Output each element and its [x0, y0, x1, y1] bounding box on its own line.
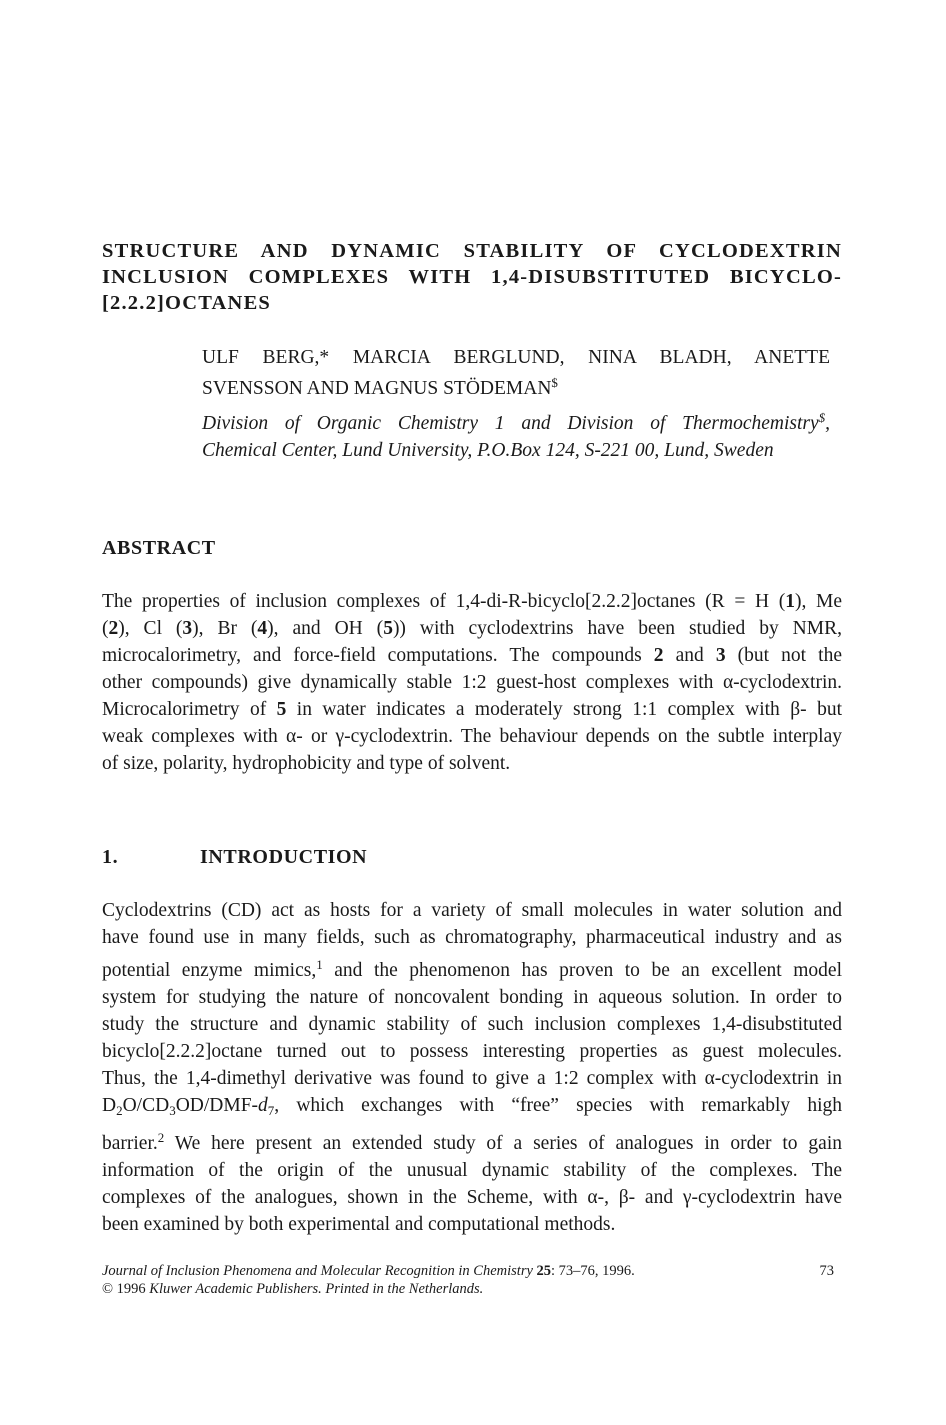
- intro-line-2: have found use in many fields, such as chromatography, pharmaceutical industry and as: [102, 927, 842, 948]
- abstract-line-3-e: (but not the: [725, 645, 843, 666]
- abstract-line-5-c: in water indicates a moderately strong 1:1 complex with β- but: [286, 699, 842, 720]
- introduction-paragraph: [102, 897, 842, 1238]
- intro-line-4: system for studying the nature of noncovalent bonding in aqueous solution. In order to: [102, 987, 842, 1008]
- intro-line-9-a: barrier.: [102, 1133, 158, 1154]
- reference-1: 1: [316, 957, 323, 972]
- intro-line-12: been examined by both experimental and computational methods.: [102, 1214, 616, 1235]
- intro-line-3: [102, 951, 842, 984]
- formula-sub-2: 2: [116, 1103, 123, 1118]
- abstract-heading: ABSTRACT: [102, 537, 216, 559]
- formula-sub-3: 3: [169, 1103, 176, 1118]
- affiliation: [202, 404, 830, 464]
- copyright-year: 1996: [113, 1281, 150, 1297]
- intro-line-3-b: and the phenomenon has proven to be an excellent model: [322, 960, 842, 981]
- paper-title: [102, 238, 842, 316]
- intro-line-3-a: potential enzyme mimics,: [102, 960, 317, 981]
- page-footer: [102, 1262, 842, 1298]
- compound-3-ref: 3: [715, 645, 726, 666]
- journal-citation: [102, 1262, 635, 1280]
- title-line-2: INCLUSION COMPLEXES WITH 1,4-DISUBSTITUTED BICYCLO-: [102, 266, 842, 288]
- intro-line-11: complexes of the analogues, shown in the Scheme, with α-, β- and γ-cyclodextrin have: [102, 1187, 842, 1208]
- introduction-heading: [102, 846, 367, 869]
- abstract-line-5: [102, 696, 842, 723]
- footer-copyright-row: [102, 1280, 842, 1298]
- section-title: INTRODUCTION: [200, 846, 368, 868]
- author-footnote-mark: $: [551, 375, 558, 390]
- abstract-line-5-a: Microcalorimetry of: [102, 699, 277, 720]
- formula-italic-d: d: [258, 1095, 268, 1116]
- page-number: 73: [819, 1263, 834, 1279]
- intro-line-8: [102, 1092, 842, 1124]
- formula-sub-7: 7: [267, 1103, 275, 1118]
- abstract-line-2: (2), Cl (3), Br (4), and OH (5)) with cyclodextrins have been studied by NMR,: [102, 618, 842, 639]
- abstract-line-7: of size, polarity, hydrophobicity and type of solvent.: [102, 753, 511, 774]
- authors-line-2-text: SVENSSON AND MAGNUS STÖDEMAN: [202, 378, 552, 399]
- intro-line-7: Thus, the 1,4-dimethyl derivative was found to give a 1:2 complex with α-cyclodextrin in: [102, 1068, 842, 1089]
- author-list: [202, 345, 830, 401]
- intro-line-10: information of the origin of the unusual dynamic stability of the complexes. The: [102, 1160, 842, 1181]
- affiliation-line-1: [202, 404, 830, 437]
- affiliation-line-1-text: Division of Organic Chemistry 1 and Division of Thermochemistry: [202, 413, 819, 434]
- reference-2: 2: [157, 1130, 165, 1145]
- abstract-line-3-c: and: [663, 645, 716, 666]
- intro-line-9-b: We here present an extended study of a series of analogues in order to gain: [164, 1133, 842, 1154]
- formula-d: D: [102, 1095, 117, 1116]
- intro-line-9: [102, 1124, 842, 1157]
- journal-volume: 25: [536, 1263, 552, 1279]
- abstract-line-6: weak complexes with α- or γ-cyclodextrin. The behaviour depends on the subtle interplay: [102, 726, 842, 747]
- intro-line-8-tail: , which exchanges with “free” species with remarkably high: [274, 1095, 842, 1116]
- title-line-1: STRUCTURE AND DYNAMIC STABILITY OF CYCLODEXTRIN: [102, 240, 842, 262]
- affiliation-comma: ,: [825, 413, 830, 434]
- footer-journal-row: [102, 1262, 842, 1280]
- section-number: 1.: [102, 846, 119, 868]
- abstract-line-1-text: The properties of inclusion complexes of 1,4-di-R-bicyclo[2.2.2]octanes (R = H (1), Me: [102, 591, 842, 612]
- title-line-3: [2.2.2]OCTANES: [102, 292, 272, 314]
- journal-pages-year: : 73–76, 1996.: [551, 1263, 635, 1279]
- affiliation-footnote-mark: $: [818, 410, 826, 425]
- formula-od-dmf: OD/DMF-: [175, 1095, 259, 1116]
- abstract-line-4: other compounds) give dynamically stable 1:2 guest-host complexes with α-cyclodextrin.: [102, 672, 842, 693]
- abstract-line-3: [102, 642, 842, 669]
- affiliation-line-2: Chemical Center, Lund University, P.O.Box 124, S-221 00, Lund, Sweden: [202, 440, 774, 461]
- journal-name: Journal of Inclusion Phenomena and Molecular Recognition in Chemistry: [102, 1263, 533, 1279]
- intro-line-6: bicyclo[2.2.2]octane turned out to possess interesting properties as guest molecules.: [102, 1041, 842, 1062]
- copyright-symbol: ©: [102, 1281, 114, 1297]
- abstract-paragraph: [102, 588, 842, 777]
- intro-line-1: Cyclodextrins (CD) act as hosts for a variety of small molecules in water solution and: [102, 900, 842, 921]
- formula-o-cd: O/CD: [122, 1095, 170, 1116]
- abstract-line-3-a: microcalorimetry, and force-field computations. The compounds: [102, 645, 654, 666]
- authors-line-1: ULF BERG,* MARCIA BERGLUND, NINA BLADH, ANETTE: [202, 347, 830, 368]
- authors-line-2: [202, 375, 558, 399]
- intro-line-5: study the structure and dynamic stability of such inclusion complexes 1,4-disubstituted: [102, 1014, 842, 1035]
- compound-5-ref: 5: [276, 699, 287, 720]
- compound-2-ref: 2: [653, 645, 664, 666]
- abstract-line-1: [102, 588, 842, 615]
- publisher-line: Kluwer Academic Publishers. Printed in the Netherlands.: [149, 1281, 484, 1297]
